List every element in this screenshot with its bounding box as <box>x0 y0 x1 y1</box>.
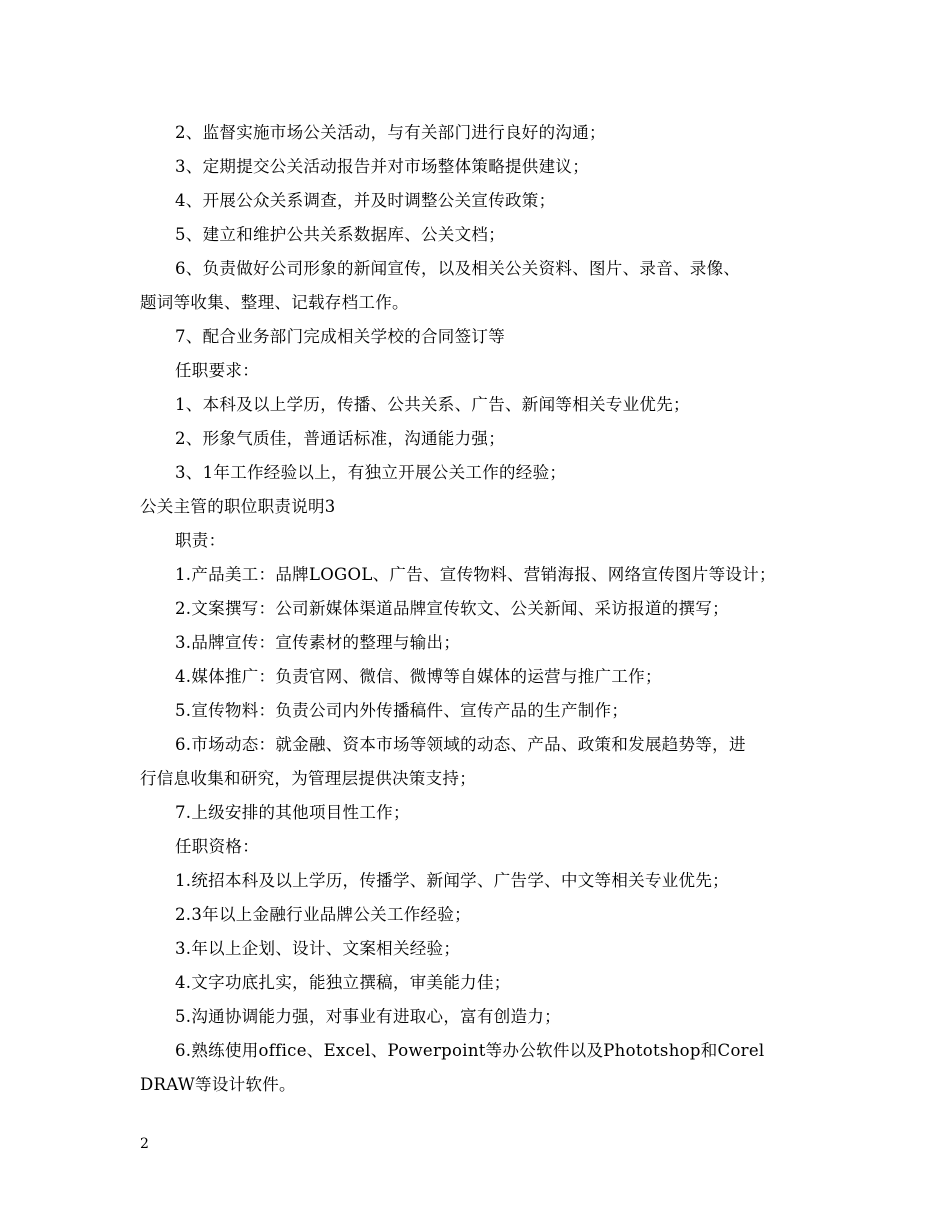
text-line: 3、定期提交公关活动报告并对市场整体策略提供建议； <box>175 157 589 176</box>
section-heading: 任职要求： <box>175 361 259 380</box>
document-body <box>140 116 820 1102</box>
section-title: 公关主管的职位职责说明3 <box>140 497 336 516</box>
text-line: 7.上级安排的其他项目性工作； <box>175 803 410 822</box>
text-line: 3.年以上企划、设计、文案相关经验； <box>175 939 461 958</box>
text-line: DRAW等设计软件。 <box>140 1075 296 1094</box>
text-line: 题词等收集、整理、记载存档工作。 <box>140 293 409 312</box>
text-line: 7、配合业务部门完成相关学校的合同签订等 <box>175 327 505 346</box>
text-line: 6.熟练使用office、Excel、Powerpoint等办公软件以及Phototshop和Corel <box>175 1041 765 1060</box>
text-line: 5.宣传物料：负责公司内外传播稿件、宣传产品的生产制作； <box>175 701 629 720</box>
text-line: 1、本科及以上学历，传播、公共关系、广告、新闻等相关专业优先； <box>175 395 690 414</box>
text-line: 2、监督实施市场公关活动，与有关部门进行良好的沟通； <box>175 123 606 142</box>
text-line: 4.媒体推广：负责官网、微信、微博等自媒体的运营与推广工作； <box>175 667 662 686</box>
text-line: 行信息收集和研究，为管理层提供决策支持； <box>140 769 476 788</box>
text-line: 4、开展公众关系调查，并及时调整公关宣传政策； <box>175 191 556 210</box>
text-line: 2、形象气质佳，普通话标准，沟通能力强； <box>175 429 505 448</box>
text-line: 3.品牌宣传：宣传素材的整理与输出； <box>175 633 461 652</box>
text-line: 2.3年以上金融行业品牌公关工作经验； <box>175 905 471 924</box>
text-line: 1.产品美工：品牌LOGOL、广告、宣传物料、营销海报、网络宣传图片等设计； <box>175 565 776 584</box>
text-line: 6.市场动态：就金融、资本市场等领域的动态、产品、政策和发展趋势等，进 <box>175 735 746 754</box>
section-heading: 任职资格： <box>175 837 259 856</box>
text-line: 5.沟通协调能力强，对事业有进取心，富有创造力； <box>175 1007 561 1026</box>
text-line: 4.文字功底扎实，能独立撰稿，审美能力佳； <box>175 973 511 992</box>
page-number: 2 <box>140 1136 149 1152</box>
section-heading: 职责： <box>175 531 226 550</box>
text-line: 3、1年工作经验以上，有独立开展公关工作的经验； <box>175 463 567 482</box>
text-line: 5、建立和维护公共关系数据库、公关文档； <box>175 225 505 244</box>
text-line: 6、负责做好公司形象的新闻宣传，以及相关公关资料、图片、录音、录像、 <box>175 259 741 278</box>
text-line: 1.统招本科及以上学历，传播学、新闻学、广告学、中文等相关专业优先； <box>175 871 729 890</box>
text-line: 2.文案撰写：公司新媒体渠道品牌宣传软文、公关新闻、采访报道的撰写； <box>175 599 729 618</box>
